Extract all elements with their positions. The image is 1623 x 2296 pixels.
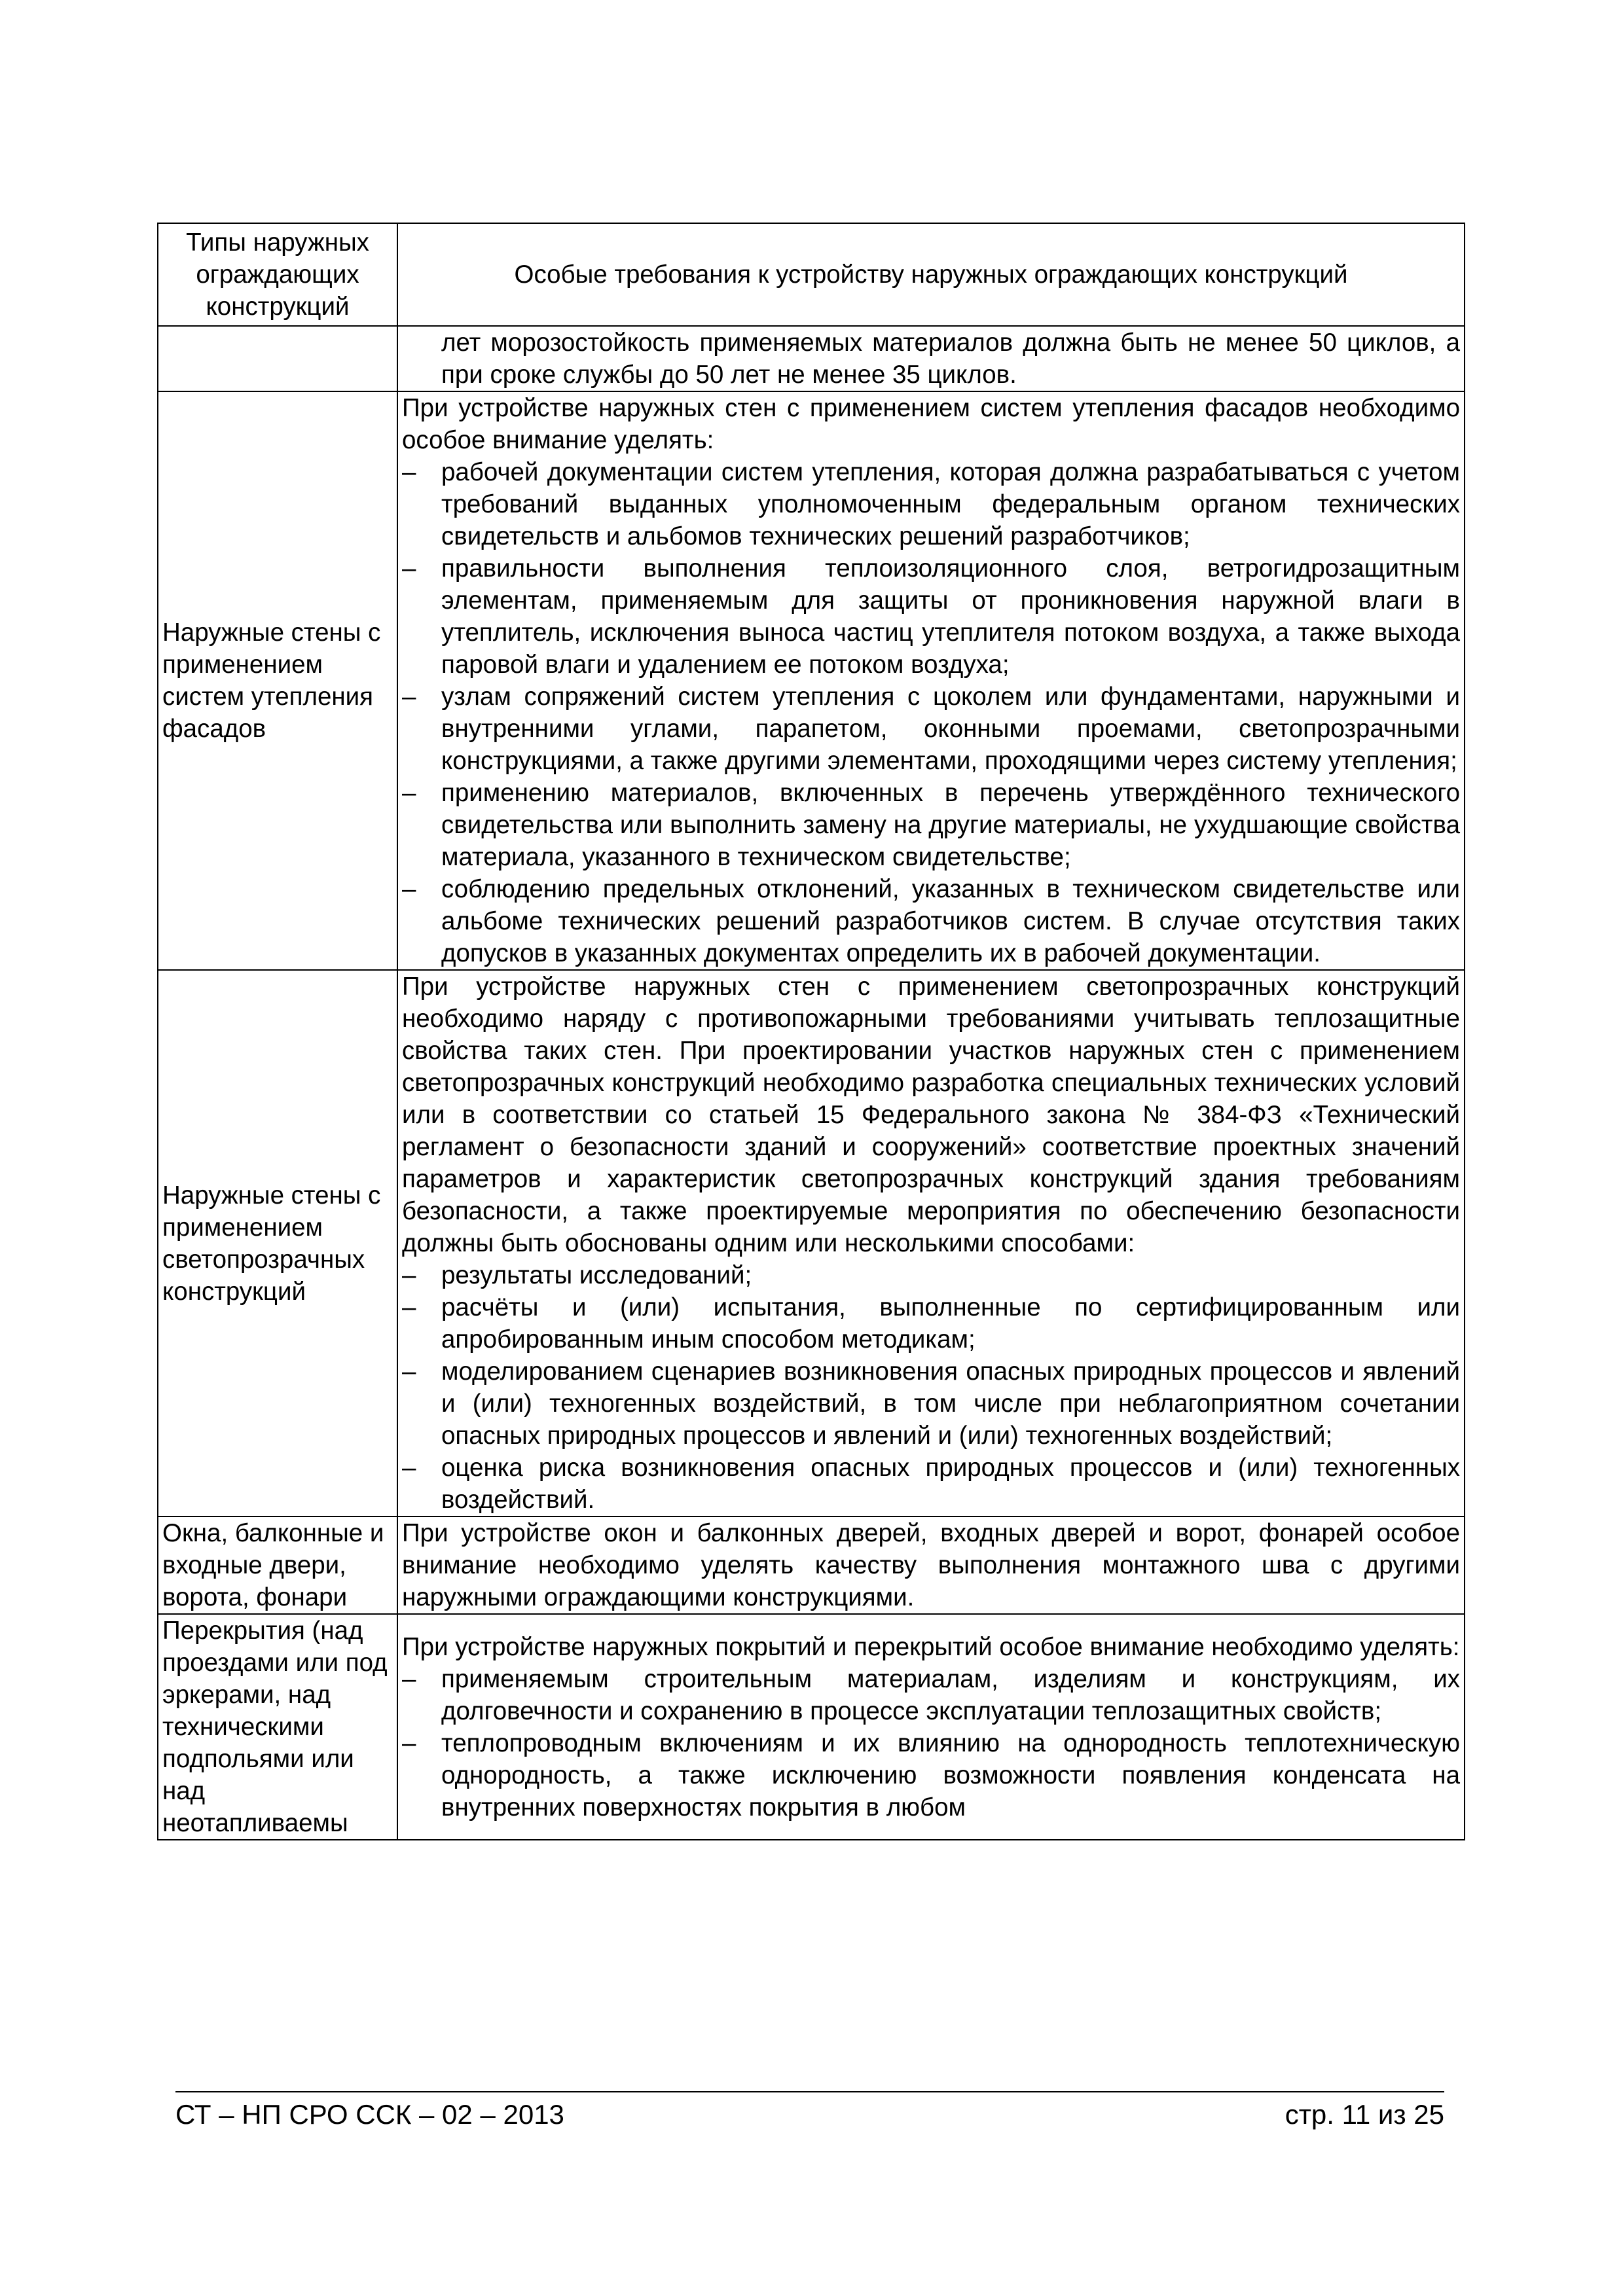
table-row — [158, 391, 1465, 970]
requirement-list — [402, 1259, 1460, 1516]
requirement-intro: При устройстве окон и балконных дверей, входных дверей и ворот, фонарей особое внимание необходимо уделять качеству выполнения монтажного шва с другими наружными ограждающими конструкциями. — [402, 1519, 1460, 1611]
table-row — [158, 970, 1465, 1516]
list-item: – моделированием сценариев возникновения опасных природных процессов и явлений и (или) техногенных воздействий, в том числе при неблагоприятном сочетании опасных природных процессов и явлений и (или) техногенных воздействий; — [402, 1355, 1460, 1452]
requirement-intro: При устройстве наружных стен с применением светопрозрачных конструкций необходимо наряду с противопожарными требованиями учитывать теплозащитные свойства таких стен. При проектировании участков наружных стен с применением светопрозрачных конструкций необходимо разработка специальных технических условий или в соответствии со статьей 15 Федерального закона № 384-ФЗ «Технический регламент о безопасности зданий и сооружений» соответствие проектных значений параметров и характеристик светопрозрачных конструкций здания требованиям безопасности, а также проектируемые мероприятия по обеспечению безопасности должны быть обоснованы одним или несколькими способами: — [402, 973, 1460, 1257]
list-item: – применяемым строительным материалам, изделиям и конструкциям, их долговечности и сохранению в процессе эксплуатации теплозащитных свойств; — [402, 1663, 1460, 1727]
list-item: – рабочей документации систем утепления, которая должна разрабатываться с учетом требований выданных уполномоченным федеральным органом технических свидетельств и альбомов технических решений разработчиков; — [402, 456, 1460, 552]
requirements-cell — [397, 1516, 1465, 1614]
requirement-list — [402, 1663, 1460, 1823]
table-row-continuation — [158, 326, 1465, 391]
table-header-row — [158, 223, 1465, 326]
type-cell: Окна, балконные и входные двери, ворота, фонари — [158, 1516, 397, 1614]
list-item: – узлам сопряжений систем утепления с цоколем или фундаментами, наружными и внутренними углами, парапетом, оконными проемами, светопрозрачными конструкциями, а также другими элементами, проходящими через систему утепления; — [402, 681, 1460, 777]
continuation-text: лет морозостойкость применяемых материалов должна быть не менее 50 циклов, а при сроке службы до 50 лет не менее 35 циклов. — [441, 329, 1460, 389]
requirements-cell — [397, 326, 1465, 391]
header-types: Типы наружных ограждающих конструкций — [158, 223, 397, 326]
list-item: – применению материалов, включенных в перечень утверждённого технического свидетельства или выполнить замену на другие материалы, не ухудшающие свойства материала, указанного в техническом свидетельстве; — [402, 777, 1460, 873]
list-item: – расчёты и (или) испытания, выполненные по сертифицированным или апробированным иным способом методикам; — [402, 1291, 1460, 1355]
list-item: – соблюдению предельных отклонений, указанных в техническом свидетельстве или альбоме технических решений разработчиков систем. В случае отсутствия таких допусков в указанных документах определить их в рабочей документации. — [402, 873, 1460, 969]
list-item: – правильности выполнения теплоизоляционного слоя, ветрогидрозащитным элементам, применяемым для защиты от проникновения наружной влаги в утеплитель, исключения выноса частиц утеплителя потоком воздуха, а также выхода паровой влаги и удалением ее потоком воздуха; — [402, 552, 1460, 681]
page-number: стр. 11 из 25 — [1285, 2099, 1444, 2130]
header-requirements: Особые требования к устройству наружных ограждающих конструкций — [397, 223, 1465, 326]
requirements-cell — [397, 391, 1465, 970]
list-item: – оценка риска возникновения опасных природных процессов и (или) техногенных воздействий. — [402, 1452, 1460, 1516]
requirement-intro: При устройстве наружных стен с применением систем утепления фасадов необходимо особое внимание уделять: — [402, 394, 1460, 454]
list-item: – результаты исследований; — [402, 1259, 1460, 1291]
page-footer — [175, 2091, 1444, 2130]
type-cell — [158, 326, 397, 391]
type-cell: Перекрытия (над проездами или под эркерами, над техническими подпольями или над неотапливаемы — [158, 1614, 397, 1840]
requirement-list — [402, 456, 1460, 969]
document-code: СТ – НП СРО ССК – 02 – 2013 — [175, 2099, 564, 2130]
list-item: – теплопроводным включениям и их влиянию на однородность теплотехническую однородность, а также исключению возможности появления конденсата на внутренних поверхностях покрытия в любом — [402, 1727, 1460, 1823]
table-row — [158, 1516, 1465, 1614]
requirements-cell — [397, 1614, 1465, 1840]
table-row — [158, 1614, 1465, 1840]
type-cell: Наружные стены с применением систем утепления фасадов — [158, 391, 397, 970]
requirements-cell — [397, 970, 1465, 1516]
requirement-intro: При устройстве наружных покрытий и перекрытий особое внимание необходимо уделять: — [402, 1632, 1460, 1661]
type-cell: Наружные стены с применением светопрозрачных конструкций — [158, 970, 397, 1516]
requirements-table — [157, 223, 1465, 1840]
